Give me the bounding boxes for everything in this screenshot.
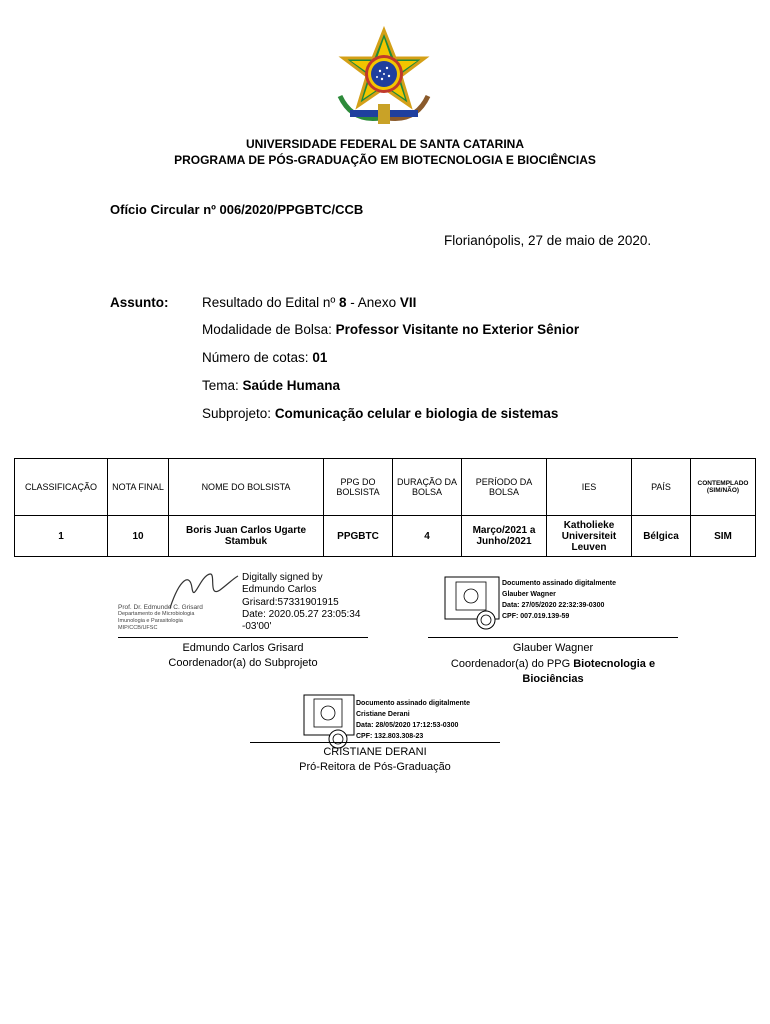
results-table <box>14 458 756 557</box>
edital-number: 8 <box>339 295 347 310</box>
subject-line-5 <box>202 406 558 421</box>
seal-cpf: CPF: 132.803.308-23 <box>356 733 424 740</box>
subject-line-3 <box>202 350 327 365</box>
seal-cpf: CPF: 007.019.139-59 <box>502 613 570 620</box>
place-date: Florianópolis, 27 de maio de 2020. <box>444 233 652 248</box>
seal-signer: Cristiane Derani <box>356 711 410 718</box>
subject-line-5-prefix: Subprojeto: <box>202 406 275 421</box>
gov-seal-icon <box>444 576 504 632</box>
signature-line <box>250 742 500 743</box>
cell-ies: Katholieke Universiteit Leuven <box>547 516 632 557</box>
header-cell: PAÍS <box>632 459 691 516</box>
official-stamp <box>118 604 228 632</box>
header-cell: NOME DO BOLSISTA <box>169 459 324 516</box>
signer-role <box>440 657 666 687</box>
signer-name: Glauber Wagner <box>512 642 594 654</box>
role-prefix: Coordenador(a) do PPG <box>450 658 574 670</box>
role-program: Biotecnologia e Biociências <box>522 658 656 685</box>
header-cell: DURAÇÃO DA BOLSA <box>393 459 462 516</box>
seal-doc-label: Documento assinado digitalmente <box>356 700 470 707</box>
modality-value: Professor Visitante no Exterior Sênior <box>335 322 580 337</box>
cell-country: Bélgica <box>632 516 691 557</box>
subject-label: Assunto: <box>110 295 169 310</box>
annex-number: VII <box>399 295 417 310</box>
gov-seal-icon <box>300 693 360 753</box>
stamp-name: Prof. Dr. Edmundo C. Grisard <box>118 604 203 611</box>
subject-line-4-prefix: Tema: <box>202 378 243 393</box>
header-cell: CONTEMPLADO (SIM/NÃO) <box>691 459 756 516</box>
brazil-coat-of-arms-icon <box>332 26 436 128</box>
header-cell: PERÍODO DA BOLSA <box>462 459 547 516</box>
university-title: UNIVERSIDADE FEDERAL DE SANTA CATARINA <box>245 137 524 151</box>
digital-signature-text: Digitally signed by Edmundo Carlos Grisard:57331901915 Date: 2020.05.27 23:05:34 -03'00' <box>242 572 361 633</box>
seal-signer: Glauber Wagner <box>502 591 556 598</box>
table-row <box>15 516 756 557</box>
cell-ppg: PPGBTC <box>324 516 393 557</box>
subproject-value: Comunicação celular e biologia de sistemas <box>274 406 559 421</box>
seal-doc-label: Documento assinado digitalmente <box>502 580 616 587</box>
subject-line-2-prefix: Modalidade de Bolsa: <box>202 322 336 337</box>
seal-date: Data: 27/05/2020 22:32:39-0300 <box>502 602 605 609</box>
subject-line-3-prefix: Número de cotas: <box>202 350 313 365</box>
subject-line-1-prefix: Resultado do Edital nº <box>202 295 340 310</box>
program-title: PROGRAMA DE PÓS-GRADUAÇÃO EM BIOTECNOLOGIA E BIOCIÊNCIAS <box>174 153 596 167</box>
signature-line <box>428 637 678 638</box>
oficio-number: Ofício Circular nº 006/2020/PPGBTC/CCB <box>110 202 364 217</box>
stamp-dept: Departamento de Microbiologia <box>118 611 195 617</box>
subject-line-2 <box>202 322 579 337</box>
subject-line-4 <box>202 378 340 393</box>
theme-value: Saúde Humana <box>242 378 341 393</box>
seal-date: Data: 28/05/2020 17:12:53-0300 <box>356 722 459 729</box>
subject-line-1 <box>202 295 416 310</box>
cell-contemplated: SIM <box>691 516 756 557</box>
cell-grade: 10 <box>108 516 169 557</box>
cell-period: Março/2021 a Junho/2021 <box>462 516 547 557</box>
digital-seal-info <box>502 578 616 622</box>
header-cell: IES <box>547 459 632 516</box>
cell-duration: 4 <box>393 516 462 557</box>
table-header-row <box>15 459 756 516</box>
stamp-org: MIP/CCB/UFSC <box>118 625 158 631</box>
signer-role: Pró-Reitora de Pós-Graduação <box>299 761 451 773</box>
header-cell: PPG DO BOLSISTA <box>324 459 393 516</box>
header-cell: CLASSIFICAÇÃO <box>15 459 108 516</box>
cell-classification: 1 <box>15 516 108 557</box>
digital-seal-info <box>356 698 470 742</box>
signer-name: CRISTIANE DERANI <box>323 746 427 758</box>
signature-line <box>118 637 368 638</box>
quota-value: 01 <box>312 350 328 365</box>
stamp-dept2: Imunologia e Parasitologia <box>118 618 183 624</box>
subject-line-1-mid: - Anexo <box>346 295 400 310</box>
signer-name: Edmundo Carlos Grisard <box>182 642 304 654</box>
signer-role: Coordenador(a) do Subprojeto <box>168 657 318 669</box>
cell-name: Boris Juan Carlos Ugarte Stambuk <box>169 516 324 557</box>
header-cell: NOTA FINAL <box>108 459 169 516</box>
